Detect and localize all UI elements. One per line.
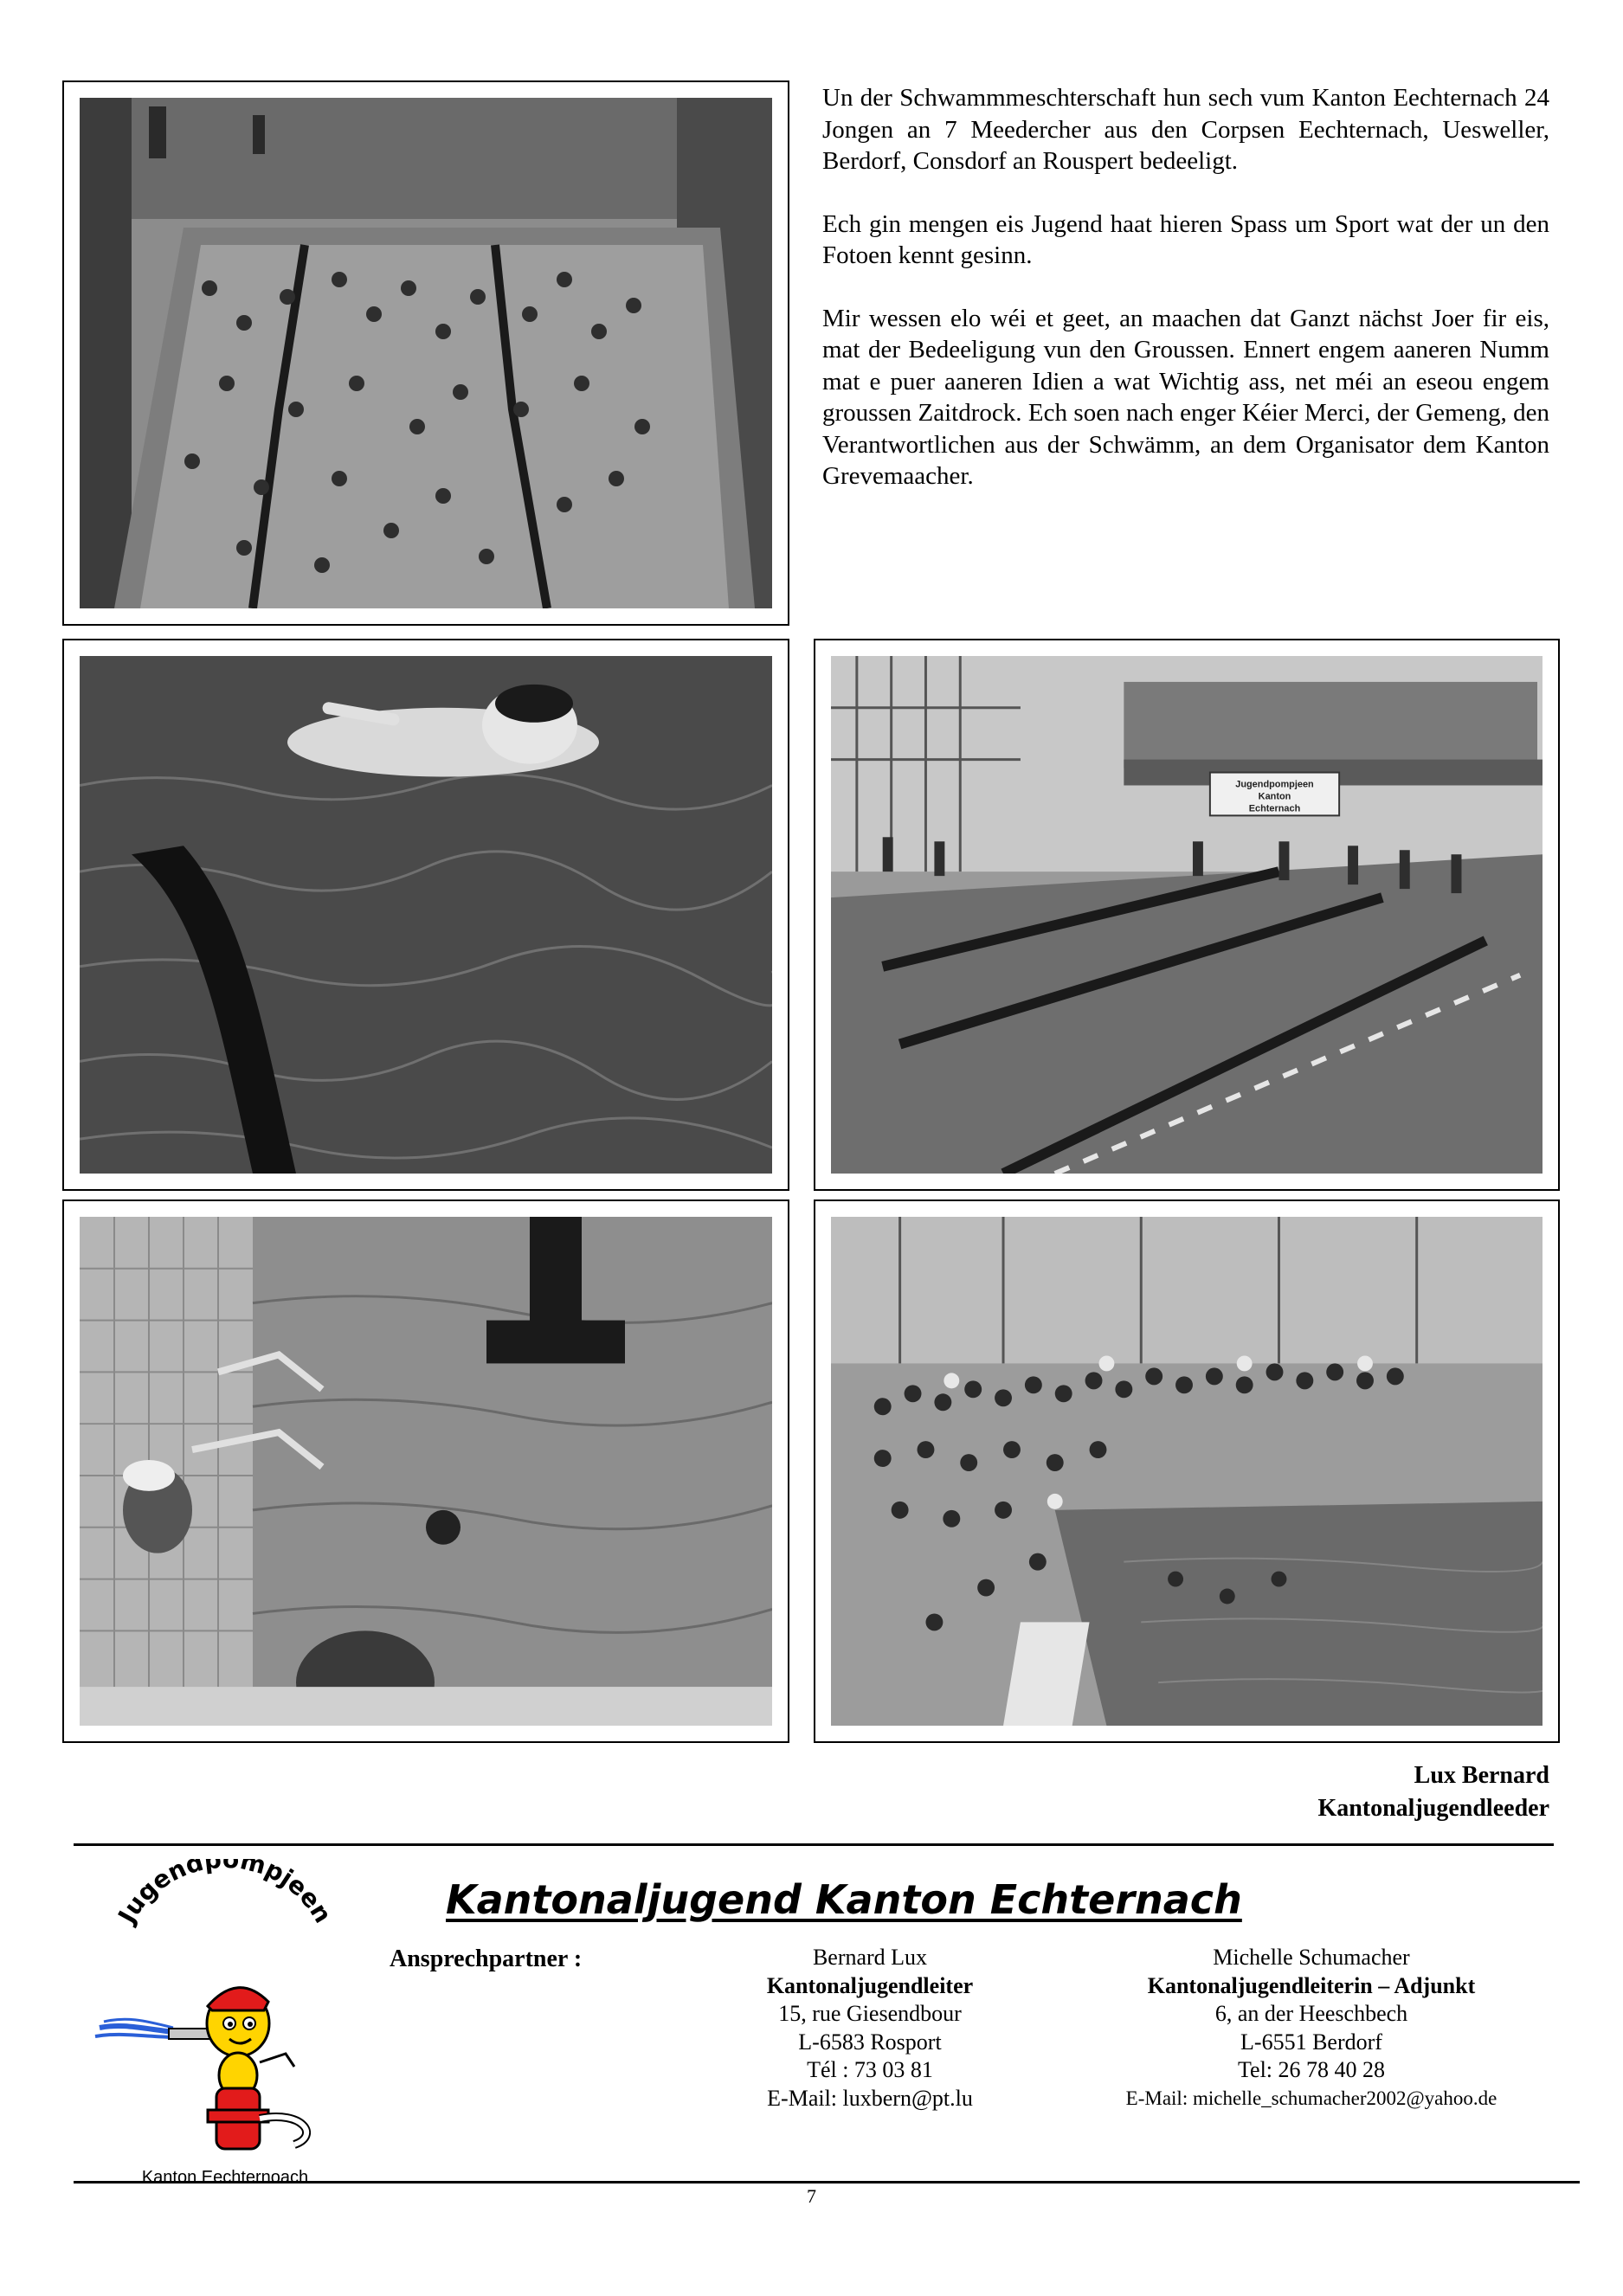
logo-arc-text: Jugendpompjeen <box>112 1859 338 1928</box>
signature-name: Lux Bernard <box>1414 1762 1549 1789</box>
photo-pool-edge <box>80 1217 772 1726</box>
contact-card-bernard-lux <box>710 1944 1030 2113</box>
article-paragraph: Un der Schwammmeschterschaft hun sech vum Kanton Eechternach 24 Jongen an 7 Meedercher aus den Corpsen Eechternach, Uesweller, Berdorf, Consdorf an Rouspert bedeeligt. <box>822 84 1549 175</box>
contact-city: L-6583 Rosport <box>798 2029 942 2055</box>
footer-top-rule <box>74 1843 1554 1846</box>
banner-text: Echternach <box>1248 803 1301 814</box>
photo-pool-hall <box>831 656 1542 1174</box>
article-paragraph: Ech gin mengen eis Jugend haat hieren Spass um Sport wat der un den Fotoen kennt gesinn. <box>822 209 1549 269</box>
svg-text:Jugendpompjeen <box>112 1859 338 1929</box>
article-paragraph: Mir wessen elo wéi et geet, an maachen dat Ganzt nächst Joer fir eis, mat der Bedeeligung vun den Groussen. Ennert engem aaneren Numm mat e puer aaneren Idien a wat Wichtig ass, net méi an eseou engem groussen Zaitdrock. Ech soen nach enger Kéier Merci, der Gemeng, den Verantwortlichen aus der Schwämm, an dem Organisator dem Kanton Grevemaacher. <box>822 304 1549 490</box>
contact-name: Michelle Schumacher <box>1213 1945 1410 1970</box>
photo-group <box>831 1217 1542 1726</box>
contact-role: Kantonaljugendleiterin – Adjunkt <box>1147 1972 1476 1998</box>
photo-frame-pool-edge <box>62 1199 789 1743</box>
contact-phone: Tél : 73 03 81 <box>807 2057 933 2082</box>
signature-role: Kantonaljugendleeder <box>1317 1795 1549 1822</box>
contact-email[interactable]: E-Mail: luxbern@pt.lu <box>767 2085 973 2111</box>
contact-label: Ansprechpartner : <box>390 1945 583 1972</box>
photo-frame-pool-overview <box>62 80 789 626</box>
contact-role: Kantonaljugendleiter <box>766 1972 974 1998</box>
photo-pool-overview <box>80 98 772 608</box>
contact-card-michelle-schumacher <box>1078 1944 1545 2113</box>
photo-swimmer <box>80 656 772 1174</box>
article-text <box>822 82 1549 524</box>
jugendpompjeen-logo <box>87 1859 364 2188</box>
photo-frame-group <box>814 1199 1560 1743</box>
footer-bottom-rule <box>74 2181 1580 2183</box>
contact-phone: Tel: 26 78 40 28 <box>1237 2057 1386 2082</box>
contact-street: 6, an der Heeschbech <box>1214 2001 1408 2026</box>
banner-text: Jugendpompjeen <box>1235 779 1314 790</box>
page-number: 7 <box>807 2185 816 2207</box>
contact-name: Bernard Lux <box>812 1945 928 1970</box>
kantonaljugend-title: Kantonaljugend Kanton Echternach <box>446 1876 1242 1923</box>
contact-street: 15, rue Giesendbour <box>778 2001 962 2026</box>
contact-email[interactable]: E-Mail: michelle_schumacher2002@yahoo.de <box>1125 2087 1497 2109</box>
photo-frame-swimmer <box>62 639 789 1191</box>
logo-caption: Kanton Eechternoach <box>141 2168 309 2187</box>
signature-block <box>1317 1759 1549 1825</box>
firefighter-ant-mascot-icon <box>87 1859 364 2162</box>
banner-text: Kanton <box>1258 791 1291 802</box>
photo-frame-pool-hall <box>814 639 1560 1191</box>
contact-city: L-6551 Berdorf <box>1240 2029 1382 2055</box>
